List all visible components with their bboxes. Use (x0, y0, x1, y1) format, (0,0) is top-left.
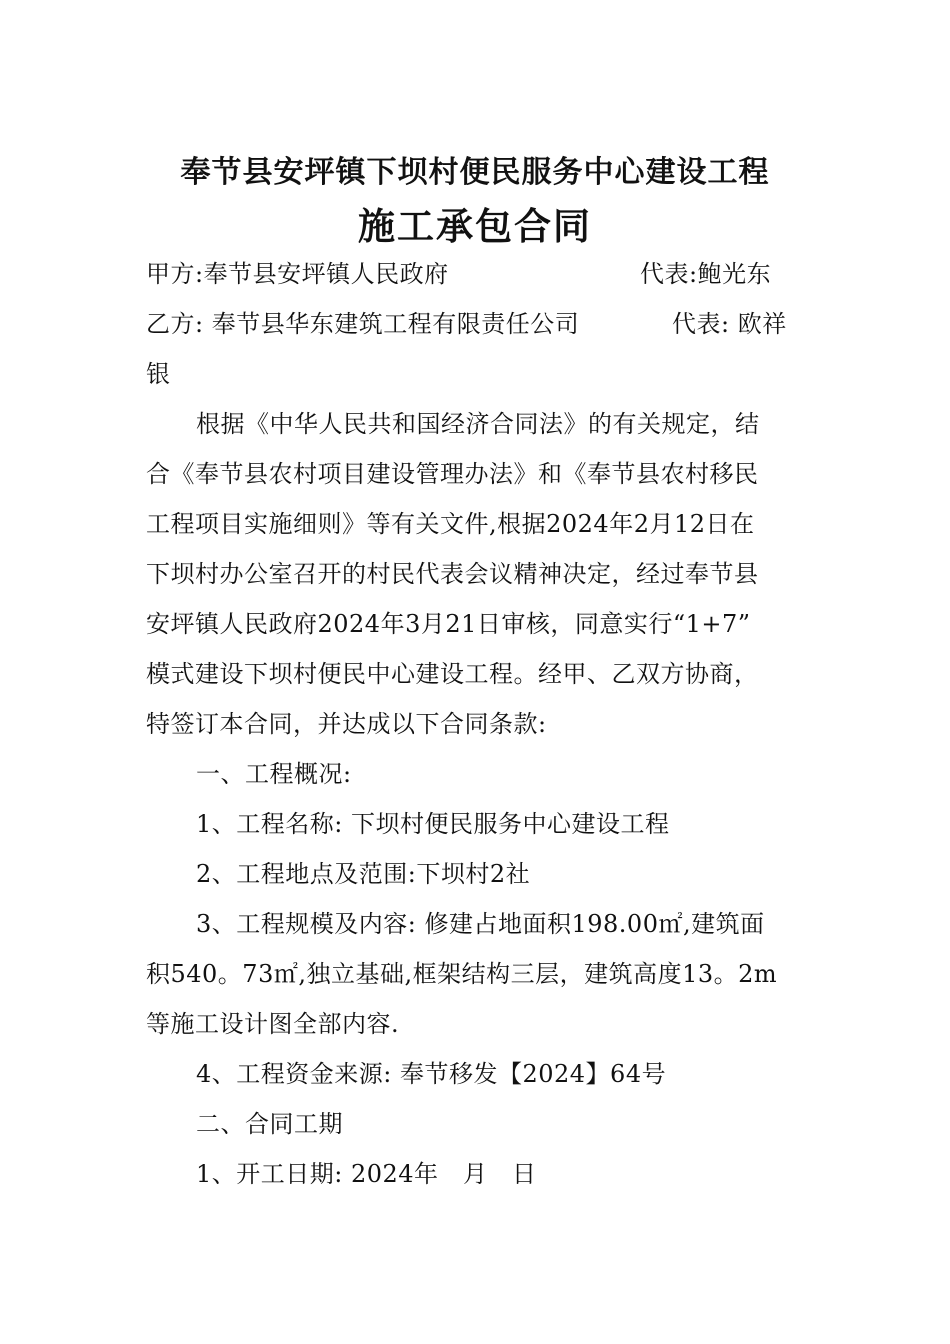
section2-heading: 二、合同工期 (196, 1110, 343, 1138)
contract-title-line2: 施工承包合同 (358, 204, 592, 248)
section1-item-funding: 4、工程资金来源: 奉节移发【2024】64号 (196, 1060, 667, 1088)
section2-item-start-date: 1、开工日期: 2024年 月 日 (196, 1160, 537, 1188)
section1-item-location: 2、工程地点及范围:下坝村2社 (196, 860, 531, 888)
intro-paragraph-line: 合《奉节县农村项目建设管理办法》和《奉节县农村移民 (146, 460, 759, 488)
intro-paragraph-line: 模式建设下坝村便民中心建设工程。经甲、乙双方协商， (146, 660, 759, 688)
intro-paragraph-line: 安坪镇人民政府2024年3月21日审核，同意实行“1+7” (146, 610, 751, 638)
section1-item-scale-continued: 等施工设计图全部内容. (146, 1010, 400, 1038)
intro-paragraph-line: 特签订本合同，并达成以下合同条款: (146, 710, 547, 738)
contract-title-line1: 奉节县安坪镇下坝村便民服务中心建设工程 (180, 155, 770, 190)
intro-paragraph-line: 根据《中华人民共和国经济合同法》的有关规定，结 (196, 410, 760, 438)
section1-item-scale-continued: 积540。73㎡,独立基础,框架结构三层，建筑高度13。2m (146, 960, 778, 988)
party-b-representative: 代表: 欧祥 (672, 310, 787, 338)
section1-item-project-name: 1、工程名称: 下坝村便民服务中心建设工程 (196, 810, 670, 838)
party-b-label: 乙方: 奉节县华东建筑工程有限责任公司 (146, 310, 580, 338)
section1-heading: 一、工程概况: (196, 760, 352, 788)
section1-item-scale: 3、工程规模及内容: 修建占地面积198.00㎡,建筑面 (196, 910, 765, 938)
party-b-representative-continued: 银 (146, 360, 171, 388)
intro-paragraph-line: 工程项目实施细则》等有关文件,根据2024年2月12日在 (146, 510, 755, 538)
party-a-label: 甲方:奉节县安坪镇人民政府 (146, 260, 449, 288)
intro-paragraph-line: 下坝村办公室召开的村民代表会议精神决定，经过奉节县 (146, 560, 759, 588)
party-a-representative: 代表:鲍光东 (640, 260, 772, 288)
